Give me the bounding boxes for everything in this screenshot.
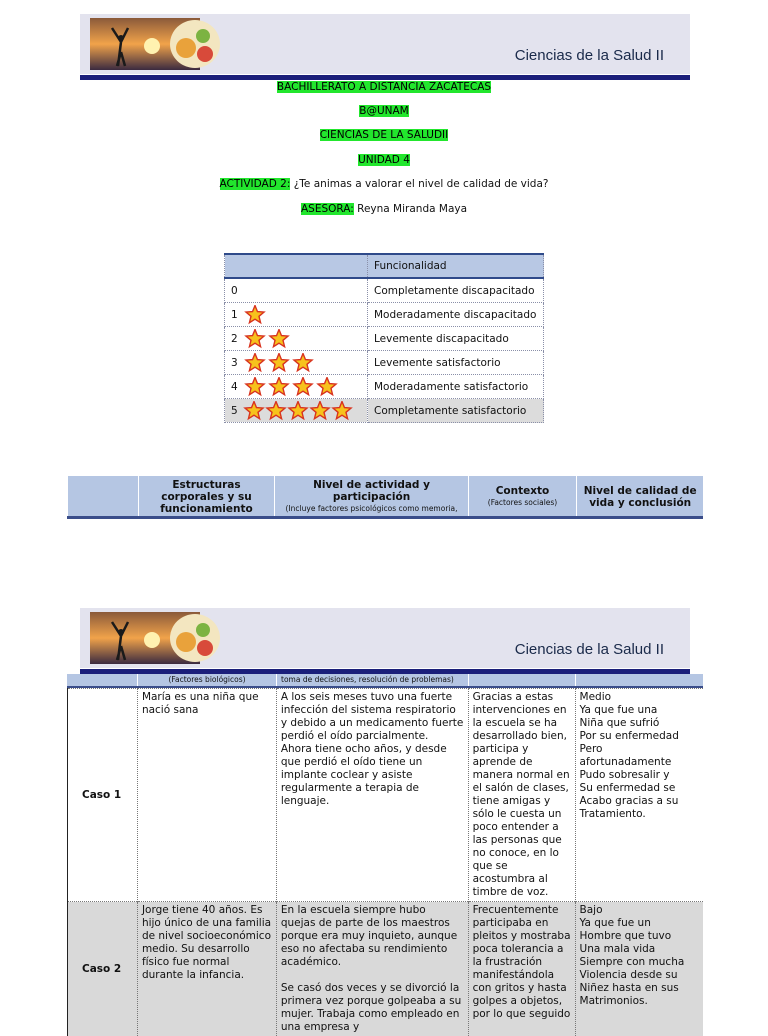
rating-header-row [225,254,544,278]
rating-row [225,303,544,327]
case-label: Caso 2 [68,902,138,1036]
rating-level: 3 [231,357,243,369]
case-context: Frecuentemente participaba en pleitos y mostraba poca tolerancia a la frustración manifestándola con gritos y hasta golpes a objetos, por lo que seguido [468,902,575,1036]
header-structures: Estructuras corporales y su funcionamiento [138,476,275,518]
advisor-line [0,203,768,216]
header-line-3: CIENCIAS DE LA SALUDII [0,129,768,142]
page-banner-2 [80,608,690,668]
case-activity: En la escuela siempre hubo quejas de parte de los maestros porque era muy inquieto, aunque eso no afectaba su rendimiento académico. Se casó dos veces y se divorció la primera vez porque golpeaba a su mujer. Trabaja como empleado en una empresa y [276,902,468,1036]
rating-stars [243,329,291,349]
star-icon [291,353,315,373]
continued-blank [67,674,137,686]
rating-header-label: Funcionalidad [368,254,544,278]
functionality-rating-table [224,253,544,423]
header-context: Contexto (Factores sociales) [468,476,577,518]
case-structures: Jorge tiene 40 años. Es hijo único de una familia de nivel socioeconómico medio. Su desarrollo físico fue normal durante la infancia. [137,902,276,1036]
case-context: Gracias a estas intervenciones en la escuela se ha desarrollado bien, participa y aprende de manera normal en el salón de clases, tiene amigas y sólo le cuesta un poco entender a las personas que no conoce, en lo que se acostumbra al timbre de voz. [468,689,575,902]
continued-col2-note: toma de decisiones, resolución de problemas) [277,674,468,686]
header-activity-note: (Incluye factores psicológicos como memoria, [279,503,463,515]
activity-text: ¿Te animas a valorar el nivel de calidad de vida? [290,178,548,190]
continued-col4-blank [576,674,703,686]
rating-label: Completamente discapacitado [368,278,544,303]
rating-row [225,327,544,351]
main-table-header [67,476,703,518]
banner-title: Ciencias de la Salud II [515,47,664,64]
case-activity: A los seis meses tuvo una fuerte infección del sistema respiratorio y debido a un medicamento fuerte perdió el oído parcialmente. Ahora tiene ocho años, y desde que perdió el oído tiene un implante coclear y asiste regularmente a terapia de lenguaje. [276,689,468,902]
continued-col3-blank [469,674,575,686]
header-blank-cell [68,476,139,518]
star-icon [243,305,267,325]
rating-row [225,375,544,399]
rating-label: Levemente discapacitado [368,327,544,351]
banner-title: Ciencias de la Salud II [515,641,664,658]
continued-col1-note: (Factores biológicos) [138,674,276,686]
page-banner [80,14,690,74]
rating-stars [243,377,339,397]
header-context-note: (Factores sociales) [473,497,573,509]
star-icon [267,329,291,349]
main-table-header-rule [67,516,703,519]
rating-row [225,278,544,303]
rating-header-blank [225,254,368,278]
rating-level: 0 [231,285,243,297]
case-label: Caso 1 [68,689,138,902]
star-icon [291,377,315,397]
advisor-label: ASESORA: [301,203,354,215]
star-icon [315,377,339,397]
sunset-fruit-logo-icon [90,612,220,664]
case-row [68,902,704,1036]
header-line-1: BACHILLERATO A DISTANCIA ZACATECAS [0,81,768,94]
star-icon [267,353,291,373]
rating-label: Levemente satisfactorio [368,351,544,375]
rating-label: Completamente satisfactorio [368,399,544,423]
star-icon [243,401,265,421]
star-icon [243,329,267,349]
continued-header-strip [67,674,703,686]
star-icon [243,353,267,373]
rating-level: 5 [231,405,243,417]
cases-table [67,688,703,1036]
rating-level: 2 [231,333,243,345]
rating-stars [243,401,353,421]
rating-stars [243,353,315,373]
star-icon [265,401,287,421]
advisor-text: Reyna Miranda Maya [354,203,467,215]
star-icon [331,401,353,421]
star-icon [287,401,309,421]
header-activity: Nivel de actividad y participación (Incluye factores psicológicos como memoria, [275,476,468,518]
rating-level: 1 [231,309,243,321]
case-row [68,689,704,902]
activity-line [0,178,768,191]
header-quality: Nivel de calidad de vida y conclusión [577,476,703,518]
case-quality: Bajo Ya que fue un Hombre que tuvo Una mala vida Siempre con mucha Violencia desde su Niñez hasta en sus Matrimonios. [575,902,703,1036]
case-structures: María es una niña que nació sana [137,689,276,902]
rating-label: Moderadamente satisfactorio [368,375,544,399]
activity-label: ACTIVIDAD 2: [220,178,291,190]
rating-level: 4 [231,381,243,393]
rating-row [225,351,544,375]
star-icon [243,377,267,397]
rating-label: Moderadamente discapacitado [368,303,544,327]
rating-row [225,399,544,423]
star-icon [309,401,331,421]
case-quality: Medio Ya que fue una Niña que sufrió Por su enfermedad Pero afortunadamente Pudo sobresalir y Su enfermedad se Acabo gracias a su Tratamiento. [575,689,703,902]
rating-stars [243,305,267,325]
banner-rule [80,75,690,80]
header-line-2: B@UNAM [0,105,768,118]
star-icon [267,377,291,397]
header-line-4: UNIDAD 4 [0,154,768,167]
sunset-fruit-logo-icon [90,18,220,70]
